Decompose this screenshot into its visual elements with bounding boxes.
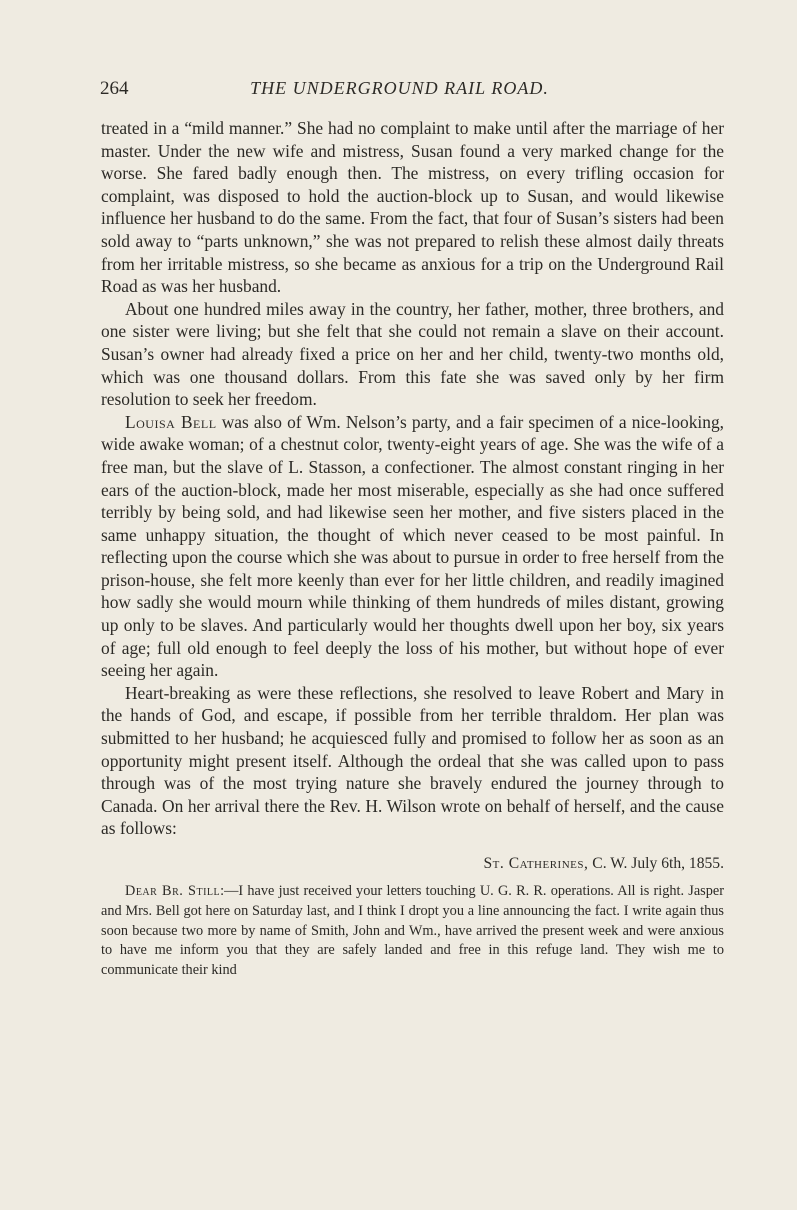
- paragraph: treated in a “mild manner.” She had no complaint to make until after the marriage of her master. Under the new wife and mistress, Susan found a very marked change for the worse. She fared badly enough then. The mistress, on every trifling occasion for complaint, was disposed to hold the auction-block up to Susan, and would likewise influence her husband to do the same. From the fact, that four of Susan’s sisters had been sold away to “parts unknown,” she was not prepared to relish these almost daily threats from her irritable mistress, so she became as anxious for a trip on the Underground Rail Road as was her husband.: [101, 118, 724, 297]
- paragraph: About one hundred miles away in the country, her father, mother, three brothers, and one sister were living; but she felt that she could not remain a slave on their account. Susan’s owner had already fixed a price on her and her child, twenty-two months old, which was one thousand dollars. From this fate she was saved only by her firm resolution to seek her freedom.: [101, 298, 724, 410]
- letter-date: C. W. July 6th, 1855.: [592, 855, 724, 872]
- running-header: [100, 78, 699, 104]
- letter-salutation: Dear Br. Still: [125, 883, 221, 899]
- paragraph-text: was also of Wm. Nelson’s party, and a fair specimen of a nice-looking, wide awake woman; of a chestnut color, twenty-eight years of age. She was the wife of a free man, but the slave of L. Stasson, a confectioner. The almost constant ringing in her ears of the auction-block, made her most miserable, especially as she had once suffered terribly by being sold, and had likewise seen her mother, and five sisters placed in the same unhappy situation, the thought of which never ceased to be most painful. In reflecting upon the course which she was about to pursue in order to free herself from the prison-house, she felt more keenly than ever for her little children, and readily imagined how sadly she would mourn while thinking of them hundreds of miles distant, growing up only to be slaves. And particularly would her thoughts dwell upon her boy, six years of age; full old enough to feel deeply the loss of his mother, but without hope of ever seeing her again.: [101, 411, 724, 681]
- running-title: THE UNDERGROUND RAIL ROAD.: [250, 78, 549, 98]
- letter-place: St. Catherines,: [483, 855, 589, 872]
- page-number: 264: [100, 78, 129, 99]
- letter-dateline: [101, 854, 724, 874]
- body-text: [101, 117, 724, 981]
- person-name: Louisa Bell: [125, 411, 217, 432]
- letter-body: [101, 882, 724, 981]
- letter-text: :—I have just received your letters touching U. G. R. R. operations. All is right. Jasper and Mrs. Bell got here on Saturday last, and I think I dropt you a line announcing the fact. I write again thus soon because two more by name of Smith, John and Wm., have arrived the present week and were anxious to have me inform you that they are safely landed and free in this refuge land. They wish me to communicate their kind: [101, 883, 724, 979]
- paragraph: Heart-breaking as were these reflections, she resolved to leave Robert and Mary in the hands of God, and escape, if possible from her terrible thraldom. Her plan was submitted to her husband; he acquiesced fully and promised to follow her as soon as an opportunity might present itself. Although the ordeal that she was called upon to pass through was of the most trying nature she bravely endured the journey through to Canada. On her arrival there the Rev. H. Wilson wrote on behalf of herself, and the cause as follows:: [101, 682, 724, 839]
- paragraph: [101, 411, 724, 682]
